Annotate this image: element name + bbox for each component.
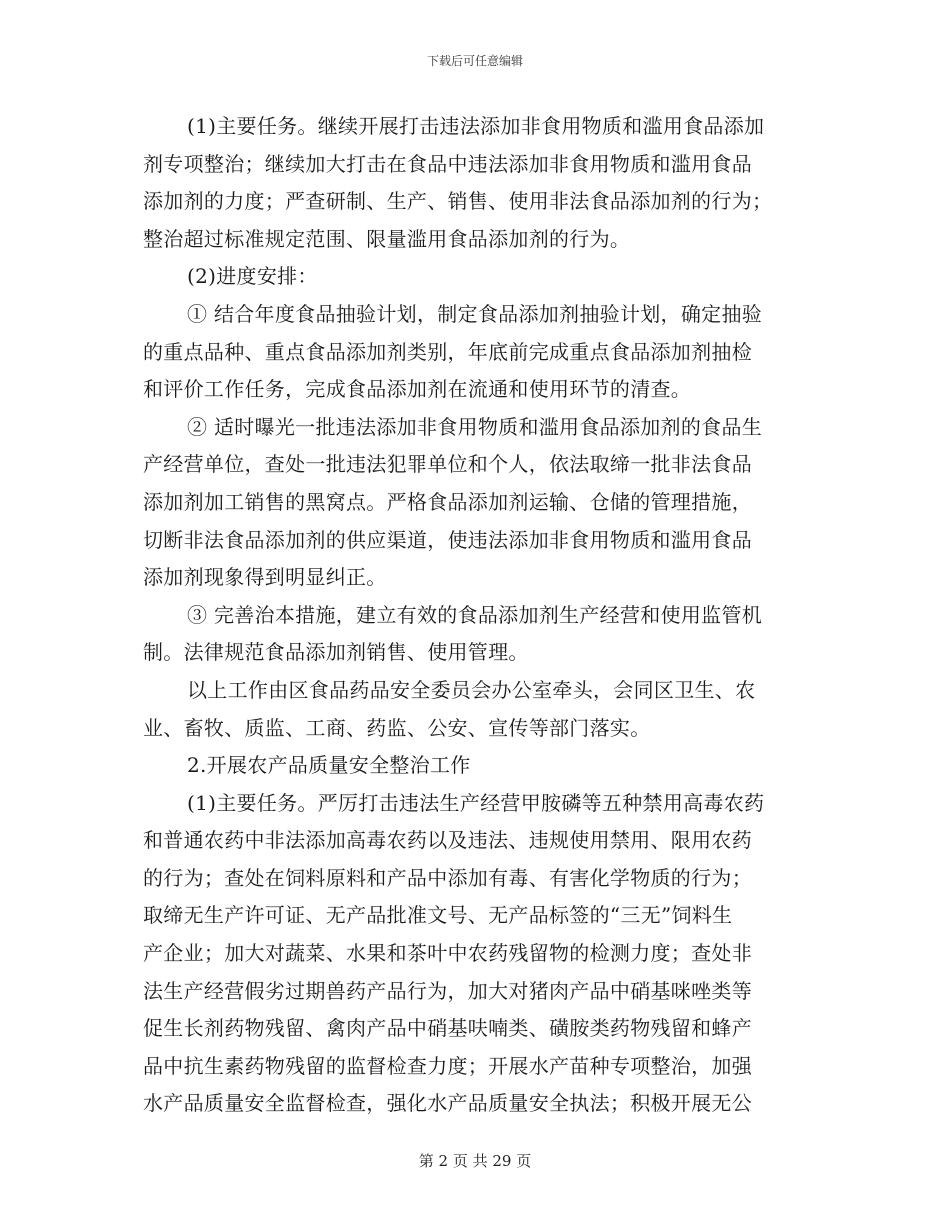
text-line: 的重点品种、重点食品添加剂类别，年底前完成重点食品添加剂抽检 — [143, 339, 752, 364]
text-line: 产企业；加大对蔬菜、水果和茶叶中农药残留物的检测力度；查处非 — [143, 941, 752, 966]
text-line: (1)主要任务。严厉打击违法生产经营甲胺磷等五种禁用高毒农药 — [187, 790, 765, 815]
text-line: 剂专项整治；继续加大打击在食品中违法添加非食用物质和滥用食品 — [143, 151, 752, 176]
page-footer: 第 2 页 共 29 页 — [418, 1152, 532, 1170]
text-line: 促生长剂药物残留、禽肉产品中硝基呋喃类、磺胺类药物残留和蜂产 — [143, 1016, 752, 1041]
text-line: 品中抗生素药物残留的监督检查力度；开展水产苗种专项整治，加强 — [143, 1053, 752, 1078]
text-line: 2.开展农产品质量安全整治工作 — [187, 753, 471, 778]
text-line: 和普通农药中非法添加高毒农药以及违法、违规使用禁用、限用农药 — [143, 828, 752, 853]
text-line: 法生产经营假劣过期兽药产品行为，加大对猪肉产品中硝基咪唑类等 — [143, 978, 752, 1003]
text-line: 取缔无生产许可证、无产品批准文号、无产品标签的“三无”饲料生 — [143, 903, 733, 928]
document-body — [143, 108, 813, 1123]
text-line: 制。法律规范食品添加剂销售、使用管理。 — [143, 640, 529, 665]
text-line: 添加剂的力度；严查研制、生产、销售、使用非法食品添加剂的行为； — [143, 189, 773, 214]
text-line: ② 适时曝光一批违法添加非食用物质和滥用食品添加剂的食品生 — [187, 414, 763, 439]
text-line: 的行为；查处在饲料原料和产品中添加有毒、有害化学物质的行为； — [143, 865, 752, 890]
text-line: 添加剂现象得到明显纠正。 — [143, 565, 387, 590]
text-line: 整治超过标准规定范围、限量滥用食品添加剂的行为。 — [143, 226, 631, 251]
text-line: 和评价工作任务，完成食品添加剂在流通和使用环节的清查。 — [143, 377, 692, 402]
text-line: 切断非法食品添加剂的供应渠道，使违法添加非食用物质和滥用食品 — [143, 527, 752, 552]
text-line: ① 结合年度食品抽验计划，制定食品添加剂抽验计划，确定抽验 — [187, 301, 763, 326]
text-line: 以上工作由区食品药品安全委员会办公室牵头，会同区卫生、农 — [187, 677, 756, 702]
text-line: 添加剂加工销售的黑窝点。严格食品添加剂运输、仓储的管理措施， — [143, 489, 752, 514]
page-header: 下载后可任意编辑 — [426, 54, 523, 68]
text-line: 业、畜牧、质监、工商、药监、公安、宣传等部门落实。 — [143, 715, 651, 740]
text-line: (2)进度安排： — [187, 264, 318, 289]
text-line: (1)主要任务。继续开展打击违法添加非食用物质和滥用食品添加 — [187, 114, 765, 138]
text-line: 产经营单位，查处一批违法犯罪单位和个人，依法取缔一批非法食品 — [143, 452, 752, 477]
text-line: ③ 完善治本措施，建立有效的食品添加剂生产经营和使用监管机 — [187, 602, 763, 627]
text-line: 水产品质量安全监督检查，强化水产品质量安全执法；积极开展无公 — [143, 1091, 752, 1116]
